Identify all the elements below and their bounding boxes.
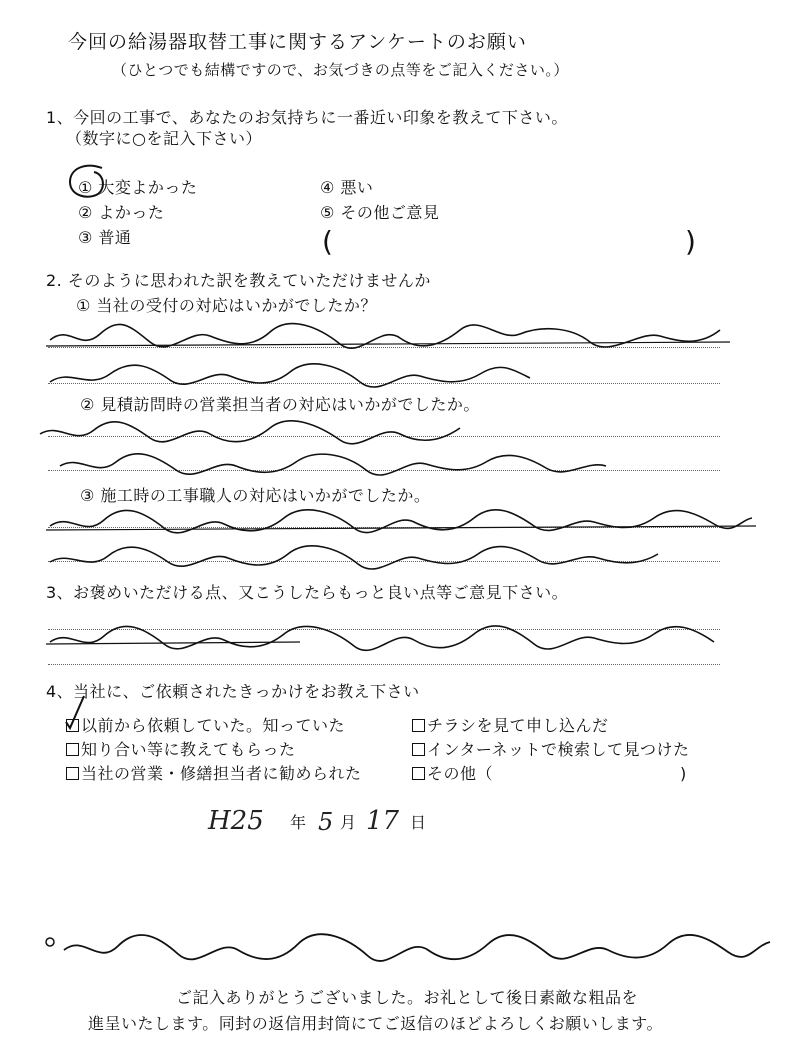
q1-option-2[interactable]: ② よかった [78,203,165,222]
date-day-label: 日 [410,813,427,832]
handwritten-answer-1 [40,316,740,396]
q4-option-other[interactable] [412,766,493,782]
date-month-label: 月 [340,813,357,832]
q4-option-internet[interactable] [412,742,690,758]
date-year-label: 年 [290,813,307,832]
check-mark-icon [60,692,90,732]
checkbox[interactable] [66,767,79,780]
q4-option-label: 知り合い等に教えてもらった [81,740,296,759]
date-month-handwritten: 5 [318,808,334,836]
q1-option-1[interactable]: ① 大変よかった [78,178,198,197]
handwritten-answer-3 [40,500,760,580]
page-subtitle: （ひとつでも結構ですので、お気づきの点等をご記入ください。） [112,61,569,79]
date-era-year-handwritten: H25 [208,806,264,836]
checkbox[interactable] [412,743,425,756]
q1-option-5[interactable]: ⑤ その他ご意見 [320,203,440,222]
q4-option-sales-rep[interactable] [66,766,362,782]
q4-option-referral[interactable] [66,742,296,758]
q1-other-close-paren: ) [685,225,697,258]
q2-sub-3: ③ 施工時の工事職人の対応はいかがでしたか。 [80,486,431,505]
handwritten-answer-4 [40,618,740,668]
footer-line-1: ご記入ありがとうございました。お礼として後日素敵な粗品を [176,988,639,1007]
q1-note: （数字に○を記入下さい） [66,129,262,148]
selection-circle-mark [64,162,114,204]
q1-other-open-paren: ( [322,225,334,258]
q1-option-4[interactable]: ④ 悪い [320,178,374,197]
q1-question: 1、今回の工事で、あなたのお気持ちに一番近い印象を教えて下さい。 [46,108,568,127]
q2-question: 2. そのように思われた訳を教えていただけませんか [46,271,431,290]
q4-option-previous-client[interactable] [66,718,345,734]
handwritten-answer-2 [30,412,730,482]
q2-sub-1: ① 当社の受付の対応はいかがでしたか？ [76,296,377,315]
date-day-handwritten: 17 [366,806,400,836]
q2-sub-2: ② 見積訪問時の営業担当者の対応はいかがでしたか。 [80,395,480,414]
q4-option-label: その他（ [427,764,494,783]
q4-question: 4、当社に、ご依頼されたきっかけをお教え下さい [46,682,420,701]
q4-other-close-paren: ) [680,764,687,783]
q4-option-label: 以前から依頼していた。知っていた [81,716,346,735]
footer-line-2: 進呈いたします。同封の返信用封筒にてご返信のほどよろしくお願いします。 [88,1014,663,1033]
checkbox[interactable] [412,767,425,780]
checkbox[interactable] [66,743,79,756]
q3-question: 3、お褒めいただける点、又こうしたらもっと良い点等ご意見下さい。 [46,583,569,602]
page-title: 今回の給湯器取替工事に関するアンケートのお願い [68,31,527,53]
q4-option-label: インターネットで検索して見つけた [427,740,690,759]
checkbox[interactable] [412,719,425,732]
handwritten-comment [40,928,780,978]
q4-option-flyer[interactable] [412,718,609,734]
q4-option-label: チラシを見て申し込んだ [427,716,609,735]
q4-option-label: 当社の営業・修繕担当者に勧められた [81,764,362,783]
q1-option-3[interactable]: ③ 普通 [78,228,132,247]
